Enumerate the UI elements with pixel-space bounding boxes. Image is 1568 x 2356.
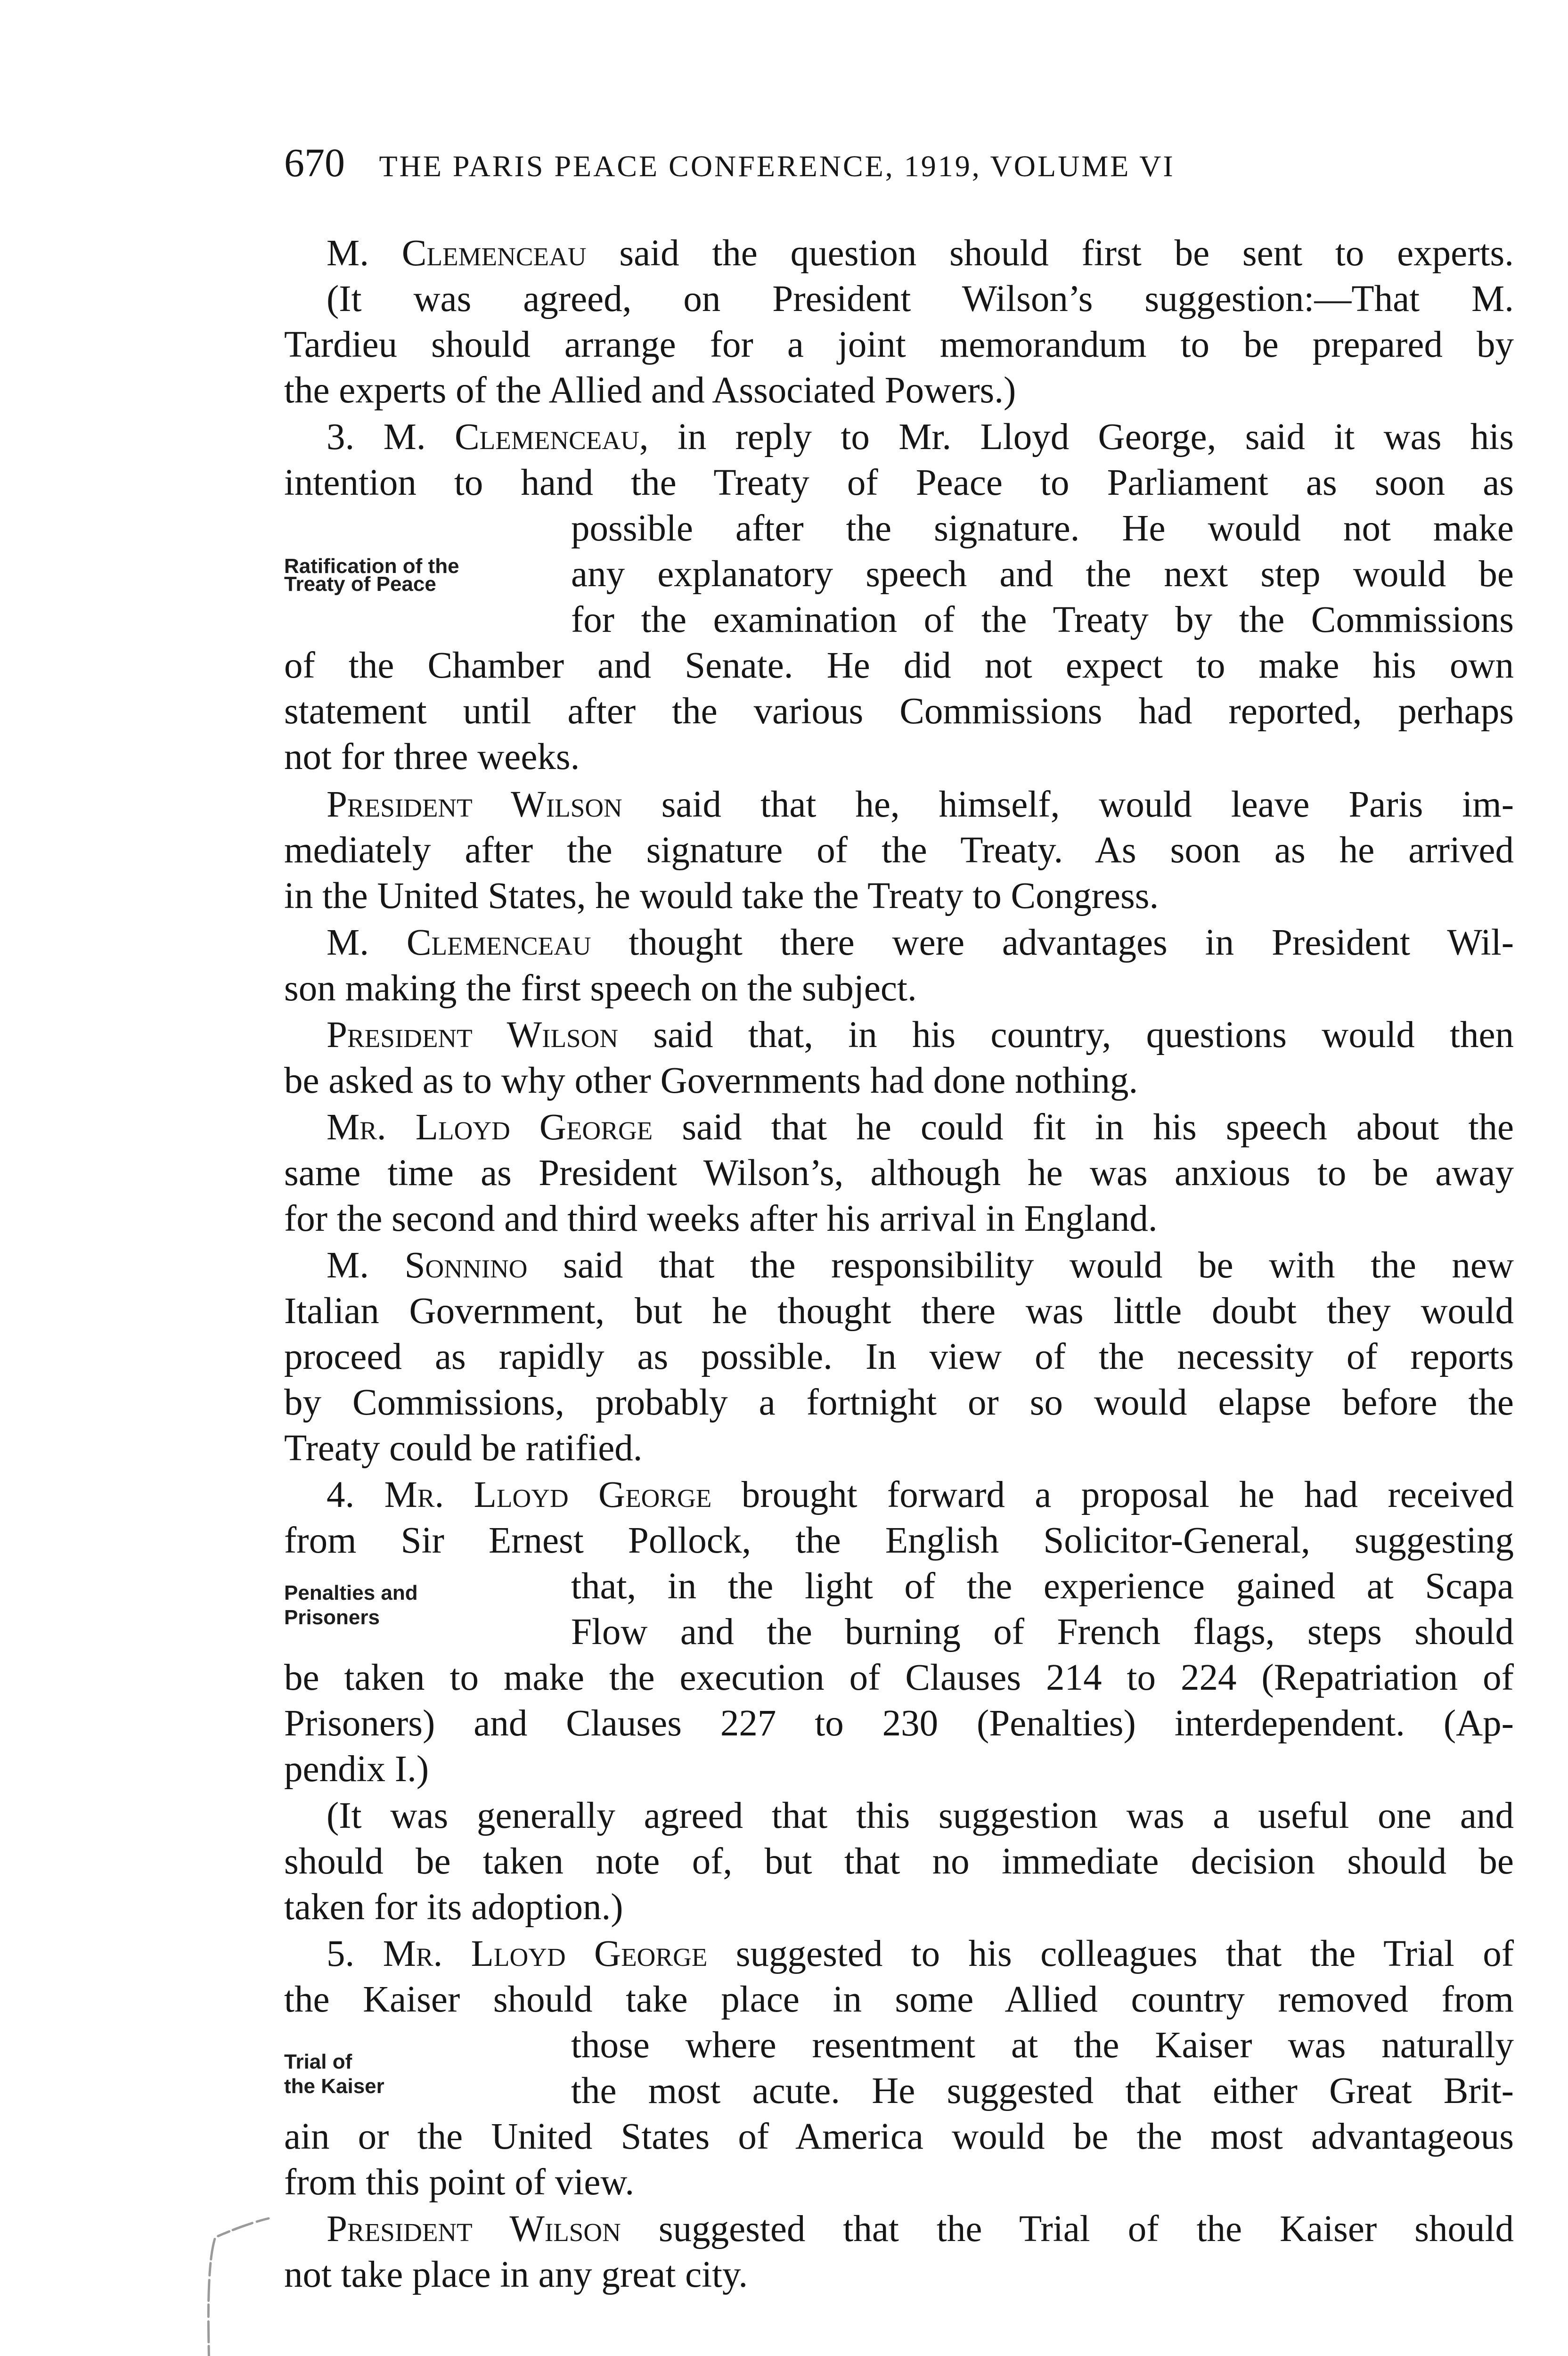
- body-line: [284, 1196, 1514, 1241]
- margin-note-line: Treaty of Peace: [284, 573, 436, 596]
- body-line: [327, 415, 1514, 459]
- body-line: [284, 874, 1514, 918]
- line-text: not take place in any great city.: [284, 2254, 748, 2295]
- margin-note-penalties: [284, 1581, 418, 1630]
- line-text: same time as President Wilson’s, although he was anxious to be away: [284, 1153, 1514, 1194]
- line-text: not for three weeks.: [284, 736, 580, 777]
- body-line: [284, 828, 1514, 873]
- line-text: proceed as rapidly as possible. In view of the necessity of reports: [284, 1336, 1514, 1377]
- body-line: [284, 1334, 1514, 1379]
- line-text: said the question should first be sent to experts.: [619, 233, 1514, 274]
- speaker-name: M. Clemenceau: [327, 233, 587, 274]
- line-text: by Commissions, probably a fortnight or so would elapse before the: [284, 1382, 1514, 1423]
- body-line: [327, 1013, 1514, 1057]
- body-line: [284, 2160, 1514, 2205]
- line-text: in the United States, he would take the Treaty to Congress.: [284, 875, 1159, 916]
- body-line: [284, 322, 1514, 367]
- line-text: any explanatory speech and the next step would be: [571, 554, 1514, 595]
- line-text: the Kaiser should take place in some Allied country removed from: [284, 1979, 1514, 2020]
- body-line: [327, 1931, 1514, 1976]
- body-line: [284, 1747, 1514, 1792]
- line-text: from this point of view.: [284, 2162, 635, 2203]
- margin-note-line: Penalties and: [284, 1581, 418, 1604]
- body-line: [571, 506, 1514, 551]
- speaker-name: M. Clemenceau: [383, 417, 639, 458]
- body-line: [327, 277, 1514, 321]
- speaker-name: President Wilson: [327, 2209, 621, 2250]
- body-line: [571, 1564, 1514, 1609]
- line-text: be asked as to why other Governments had done nothing.: [284, 1060, 1138, 1101]
- item-number: 3.: [327, 417, 355, 458]
- line-text: Italian Government, but he thought there was little doubt they would: [284, 1291, 1514, 1332]
- line-text: said that he, himself, would leave Paris im-: [661, 784, 1514, 825]
- line-text: ain or the United States of America would be the most advantageous: [284, 2116, 1514, 2157]
- line-text: (It was generally agreed that this suggestion was a useful one and: [327, 1795, 1514, 1836]
- body-line: [571, 597, 1514, 642]
- running-header: [284, 141, 1514, 188]
- line-text: suggested that the Trial of the Kaiser should: [658, 2209, 1514, 2250]
- body-line: [327, 782, 1514, 827]
- body-line: [284, 735, 1514, 779]
- body-line: [327, 1793, 1514, 1838]
- line-text: son making the first speech on the subject.: [284, 968, 917, 1009]
- line-text: suggested to his colleagues that the Trial of: [735, 1933, 1514, 1974]
- body-line: [284, 1885, 1514, 1930]
- line-text: for the examination of the Treaty by the Commissions: [571, 599, 1514, 640]
- body-line: [327, 2207, 1514, 2251]
- body-line: [284, 966, 1514, 1011]
- speaker-name: President Wilson: [327, 1014, 619, 1055]
- body-line: [284, 1289, 1514, 1333]
- line-text: for the second and third weeks after his arrival in England.: [284, 1198, 1158, 1239]
- running-title: THE PARIS PEACE CONFERENCE, 1919, VOLUME VI: [379, 149, 1175, 183]
- line-text: , in reply to Mr. Lloyd George, said it was his: [639, 417, 1514, 458]
- body-line: [284, 689, 1514, 734]
- body-line: [571, 2023, 1514, 2068]
- body-line: [327, 1472, 1514, 1517]
- body-line: [284, 1426, 1514, 1471]
- body-line: [284, 2252, 1514, 2297]
- body-line: [327, 1105, 1514, 1150]
- item-number: 4.: [327, 1474, 355, 1515]
- body-line: [284, 1380, 1514, 1425]
- speaker-name: Mr. Lloyd George: [384, 1474, 712, 1515]
- speaker-name: Mr. Lloyd George: [383, 1933, 708, 1974]
- line-text: thought there were advantages in President Wil-: [629, 922, 1514, 963]
- line-text: Tardieu should arrange for a joint memorandum to be prepared by: [284, 324, 1514, 365]
- line-text: Prisoners) and Clauses 227 to 230 (Penalties) interdependent. (Ap-: [284, 1703, 1514, 1744]
- speaker-name: M. Clemenceau: [327, 922, 591, 963]
- line-text: taken for its adoption.): [284, 1887, 623, 1928]
- line-text: said that the responsibility would be with the new: [563, 1245, 1514, 1286]
- line-text: of the Chamber and Senate. He did not expect to make his own: [284, 645, 1514, 686]
- line-text: statement until after the various Commissions had reported, perhaps: [284, 691, 1514, 732]
- body-line: [284, 1839, 1514, 1884]
- line-text: possible after the signature. He would not make: [571, 508, 1514, 549]
- line-text: that, in the light of the experience gained at Scapa: [571, 1566, 1514, 1607]
- body-line: [284, 1977, 1514, 2022]
- body-line: [327, 1243, 1514, 1288]
- speaker-name: Mr. Lloyd George: [327, 1107, 653, 1148]
- handwritten-bracket-mark: [186, 2215, 309, 2356]
- body-line: [284, 643, 1514, 688]
- body-line: [571, 2069, 1514, 2113]
- body-line: [284, 1151, 1514, 1195]
- margin-note-ratification: [284, 554, 459, 597]
- body-line: [284, 460, 1514, 505]
- speaker-name: President Wilson: [327, 784, 622, 825]
- speaker-name: M. Sonnino: [327, 1245, 528, 1286]
- line-text: mediately after the signature of the Treaty. As soon as he arrived: [284, 830, 1514, 871]
- line-text: Flow and the burning of French flags, steps should: [571, 1612, 1514, 1652]
- body-line: [284, 1058, 1514, 1103]
- body-line: [327, 231, 1514, 276]
- line-text: should be taken note of, but that no immediate decision should be: [284, 1841, 1514, 1882]
- line-text: from Sir Ernest Pollock, the English Solicitor-General, suggesting: [284, 1520, 1514, 1561]
- line-text: pendix I.): [284, 1749, 429, 1790]
- margin-note-line: Ratification of the: [284, 555, 459, 578]
- margin-note-line: Prisoners: [284, 1606, 380, 1629]
- body-line: [284, 1701, 1514, 1746]
- line-text: those where resentment at the Kaiser was naturally: [571, 2025, 1514, 2066]
- body-line: [284, 368, 1514, 413]
- margin-note-line: Trial of: [284, 2050, 352, 2073]
- line-text: said that he could fit in his speech about the: [682, 1107, 1514, 1148]
- margin-note-line: the Kaiser: [284, 2075, 384, 2098]
- line-text: (It was agreed, on President Wilson’s suggestion:—That M.: [327, 278, 1514, 319]
- body-line: [284, 1655, 1514, 1700]
- line-text: the most acute. He suggested that either Great Brit-: [571, 2070, 1514, 2111]
- page-number: 670: [284, 140, 345, 185]
- line-text: be taken to make the execution of Clauses 214 to 224 (Repatriation of: [284, 1657, 1514, 1698]
- body-line: [571, 552, 1514, 597]
- margin-note-kaiser: [284, 2050, 384, 2099]
- body-line: [571, 1610, 1514, 1654]
- line-text: intention to hand the Treaty of Peace to Parliament as soon as: [284, 462, 1514, 503]
- body-line: [284, 2114, 1514, 2159]
- body-line: [327, 920, 1514, 965]
- line-text: the experts of the Allied and Associated Powers.): [284, 370, 1016, 411]
- item-number: 5.: [327, 1933, 355, 1974]
- line-text: Treaty could be ratified.: [284, 1428, 643, 1469]
- line-text: brought forward a proposal he had received: [741, 1474, 1514, 1515]
- line-text: said that, in his country, questions would then: [653, 1014, 1514, 1055]
- body-line: [284, 1518, 1514, 1563]
